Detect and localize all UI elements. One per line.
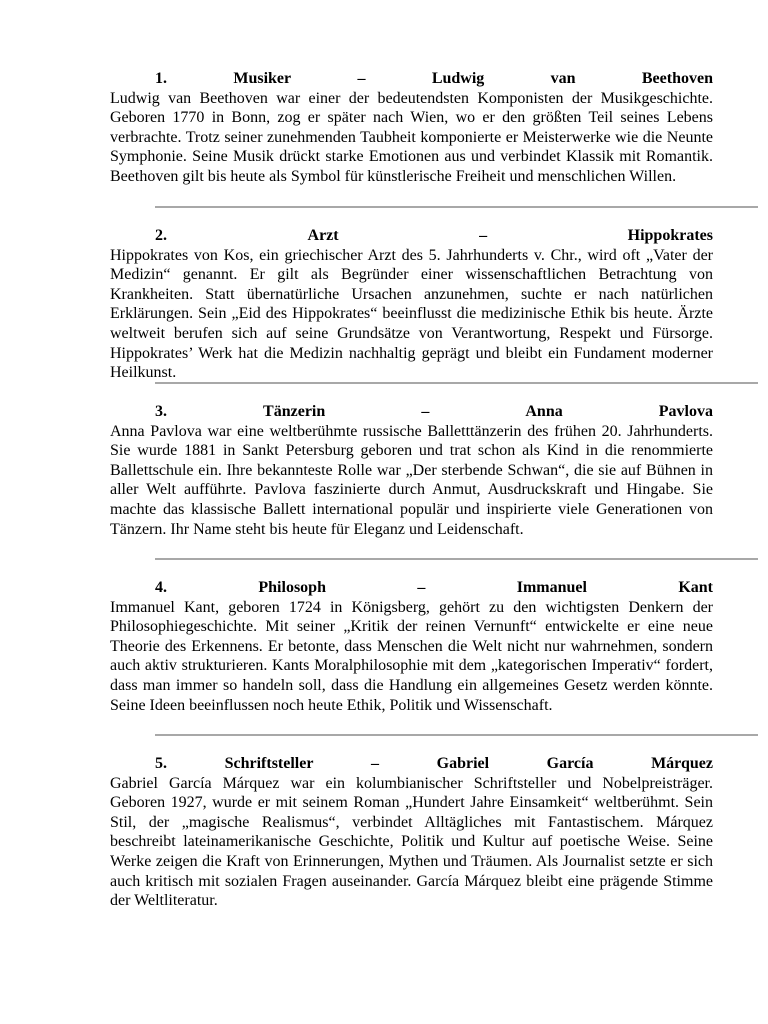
- entry-1: [110, 69, 713, 187]
- heading-word: van: [550, 70, 576, 87]
- heading-number: 3.: [155, 403, 167, 420]
- divider-line: [155, 734, 758, 736]
- entry-2: [110, 226, 713, 383]
- entry-5: [110, 754, 713, 911]
- divider-line: [155, 558, 758, 560]
- heading-word: Anna: [525, 403, 563, 420]
- heading-word: Kant: [678, 579, 713, 596]
- divider-line: [155, 382, 758, 384]
- entry-heading: [155, 578, 713, 598]
- heading-word: Tänzerin: [263, 403, 326, 420]
- heading-dash: –: [357, 70, 366, 87]
- entry-text: Immanuel Kant, geboren 1724 in Königsberg, gehört zu den wichtigsten Denkern der Philosophiegeschichte. Mit seiner „Kritik der reinen Vernunft“ entwickelte er eine neue Theorie des Erkennens. Er betonte, dass Menschen die Welt nicht nur wahrnehmen, sondern auch aktiv strukturieren. Kants Moralphilosophie mit dem „kategorischen Imperativ“ fordert, dass man immer so handeln soll, dass die Handlung ein allgemeines Gesetz werden könnte. Seine Ideen beeinflussen noch heute Ethik, Politik und Wissenschaft.: [110, 598, 713, 714]
- entry-heading: [155, 226, 713, 246]
- entry-heading: [155, 754, 713, 774]
- heading-word: García: [546, 755, 594, 772]
- heading-dash: –: [479, 227, 488, 244]
- entry-heading: [155, 402, 713, 422]
- heading-word: Ludwig: [431, 70, 485, 87]
- heading-word: Immanuel: [516, 579, 587, 596]
- heading-word: Pavlova: [658, 403, 713, 420]
- heading-number: 2.: [155, 227, 167, 244]
- heading-number: 4.: [155, 579, 167, 596]
- entry-text: Anna Pavlova war eine weltberühmte russische Balletttänzerin des frühen 20. Jahrhunderts. Sie wurde 1881 in Sankt Petersburg geboren und trat schon als Kind in die renommierte Ballettschule ein. Ihre bekannteste Rolle war „Der sterbende Schwan“, die sie auf Bühnen in aller Welt aufführte. Pavlova faszinierte durch Anmut, Ausdruckskraft und Hingabe. Sie machte das klassische Ballett international populär und inspirierte viele Generationen von Tänzern. Ihr Name steht bis heute für Eleganz und Leidenschaft.: [110, 422, 713, 538]
- heading-word: Márquez: [651, 755, 713, 772]
- entry-3: [110, 402, 713, 539]
- heading-word: Philosoph: [258, 579, 326, 596]
- heading-word: Arzt: [307, 227, 339, 244]
- entry-text: Gabriel García Márquez war ein kolumbianischer Schriftsteller und Nobelpreisträger. Geboren 1927, wurde er mit seinem Roman „Hundert Jahre Einsamkeit“ weltberühmt. Sein Stil, der „magische Realismus“, verbindet Alltägliches mit Fantastischem. Márquez beschreibt lateinamerikanische Geschichte, Politik und Kultur auf poetische Weise. Seine Werke zeigen die Kraft von Erinnerungen, Mythen und Träumen. Als Journalist setzte er sich auch kritisch mit sozialen Fragen auseinander. García Márquez bleibt eine prägende Stimme der Weltliteratur.: [110, 774, 713, 910]
- heading-dash: –: [371, 755, 380, 772]
- entry-text: Hippokrates von Kos, ein griechischer Arzt des 5. Jahrhunderts v. Chr., wird oft „Vater der Medizin“ genannt. Er gilt als Begründer einer wissenschaftlichen Betrachtung von Krankheiten. Statt übernatürliche Ursachen anzunehmen, suchte er nach natürlichen Erklärungen. Sein „Eid des Hippokrates“ beeinflusst die medizinische Ethik bis heute. Ärzte weltweit berufen sich auf seine Grundsätze von Verantwortung, Respekt und Fürsorge. Hippokrates’ Werk hat die Medizin nachhaltig geprägt und bleibt ein Fundament moderner Heilkunst.: [110, 246, 713, 382]
- divider-line: [155, 206, 758, 208]
- heading-word: Gabriel: [436, 755, 490, 772]
- heading-number: 1.: [155, 70, 167, 87]
- heading-word: Beethoven: [641, 70, 713, 87]
- heading-dash: –: [417, 579, 426, 596]
- entry-4: [110, 578, 713, 715]
- heading-word: Musiker: [233, 70, 292, 87]
- entry-heading: [155, 69, 713, 89]
- heading-dash: –: [421, 403, 430, 420]
- heading-word: Schriftsteller: [224, 755, 314, 772]
- entry-text: Ludwig van Beethoven war einer der bedeutendsten Komponisten der Musikgeschichte. Geboren 1770 in Bonn, zog er später nach Wien, wo er den größten Teil seines Lebens verbrachte. Trotz seiner zunehmenden Taubheit komponierte er Meisterwerke wie die Neunte Symphonie. Seine Musik drückt starke Emotionen aus und verbindet Klassik mit Romantik. Beethoven gilt bis heute als Symbol für künstlerische Freiheit und menschlichen Willen.: [110, 89, 713, 185]
- heading-number: 5.: [155, 755, 167, 772]
- heading-word: Hippokrates: [627, 227, 713, 244]
